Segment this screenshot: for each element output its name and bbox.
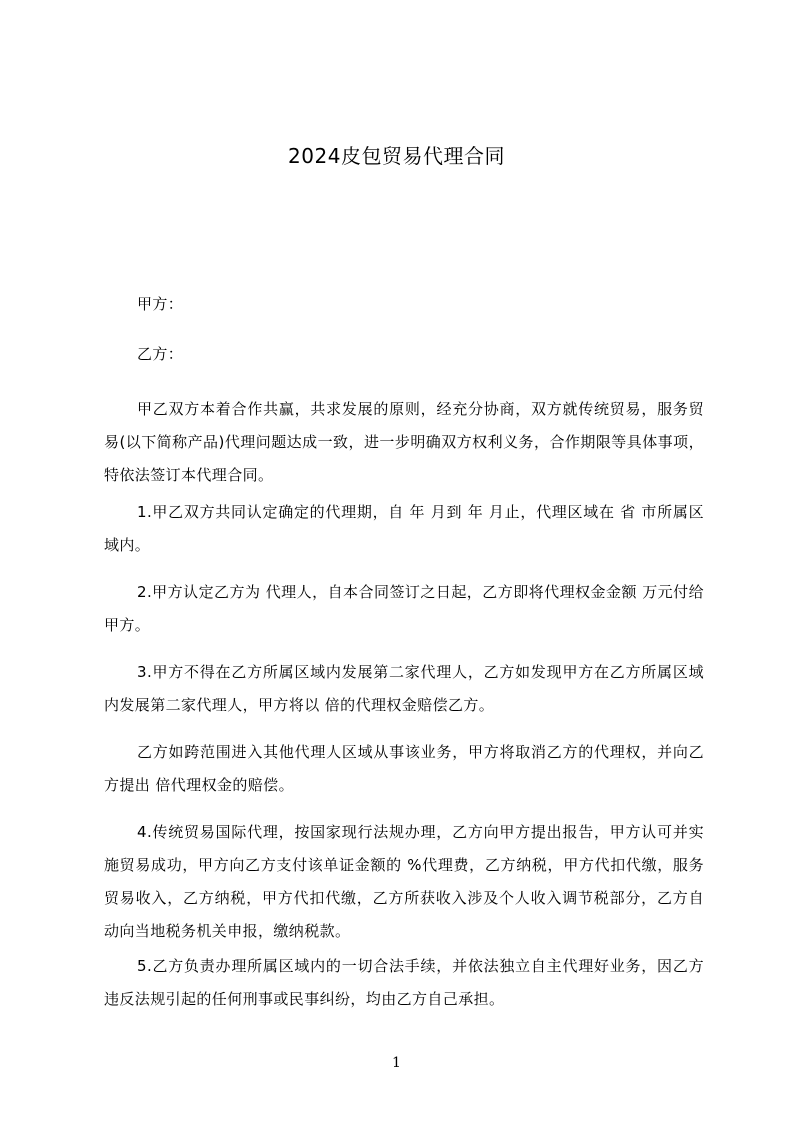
clause-1-paragraph: 1.甲乙双方共同认定确定的代理期，自 年 月到 年 月止，代理区域在 省 市所属区域内。 bbox=[104, 503, 704, 554]
clause-4-paragraph: 4.传统贸易国际代理，按国家现行法规办理，乙方向甲方提出报告，甲方认可并实施贸易成功，甲方向乙方支付该单证金额的 %代理费，乙方纳税，甲方代扣代缴，服务贸易收入，乙方纳税，甲方代扣代缴，乙方所获收入涉及个人收入调节税部分，乙方自动向当地税务机关申报，缴纳税款。 bbox=[104, 823, 704, 940]
party-a-label: 甲方： bbox=[137, 295, 184, 313]
clause-5-paragraph: 5.乙方负责办理所属区域内的一切合法手续，并依法独立自主代理好业务，因乙方违反法规引起的任何刑事或民事纠纷，均由乙方自己承担。 bbox=[104, 957, 704, 1008]
party-b-label: 乙方： bbox=[137, 345, 184, 363]
preamble-paragraph: 甲乙双方本着合作共赢，共求发展的原则，经充分协商，双方就传统贸易，服务贸易(以下简称产品)代理问题达成一致，进一步明确双方权利义务，合作期限等具体事项，特依法签订本代理合同。 bbox=[104, 400, 704, 484]
clause-2-paragraph: 2.甲方认定乙方为 代理人，自本合同签订之日起，乙方即将代理权金金额 万元付给甲方。 bbox=[104, 583, 704, 634]
page-number: 1 bbox=[392, 1055, 401, 1071]
document-title: 2024皮包贸易代理合同 bbox=[288, 144, 505, 168]
clause-3-paragraph: 3.甲方不得在乙方所属区域内发展第二家代理人，乙方如发现甲方在乙方所属区域内发展第二家代理人，甲方将以 倍的代理权金赔偿乙方。 bbox=[104, 663, 704, 714]
clause-3-supplement-paragraph: 乙方如跨范围进入其他代理人区域从事该业务，甲方将取消乙方的代理权，并向乙方提出 倍代理权金的赔偿。 bbox=[104, 743, 704, 794]
